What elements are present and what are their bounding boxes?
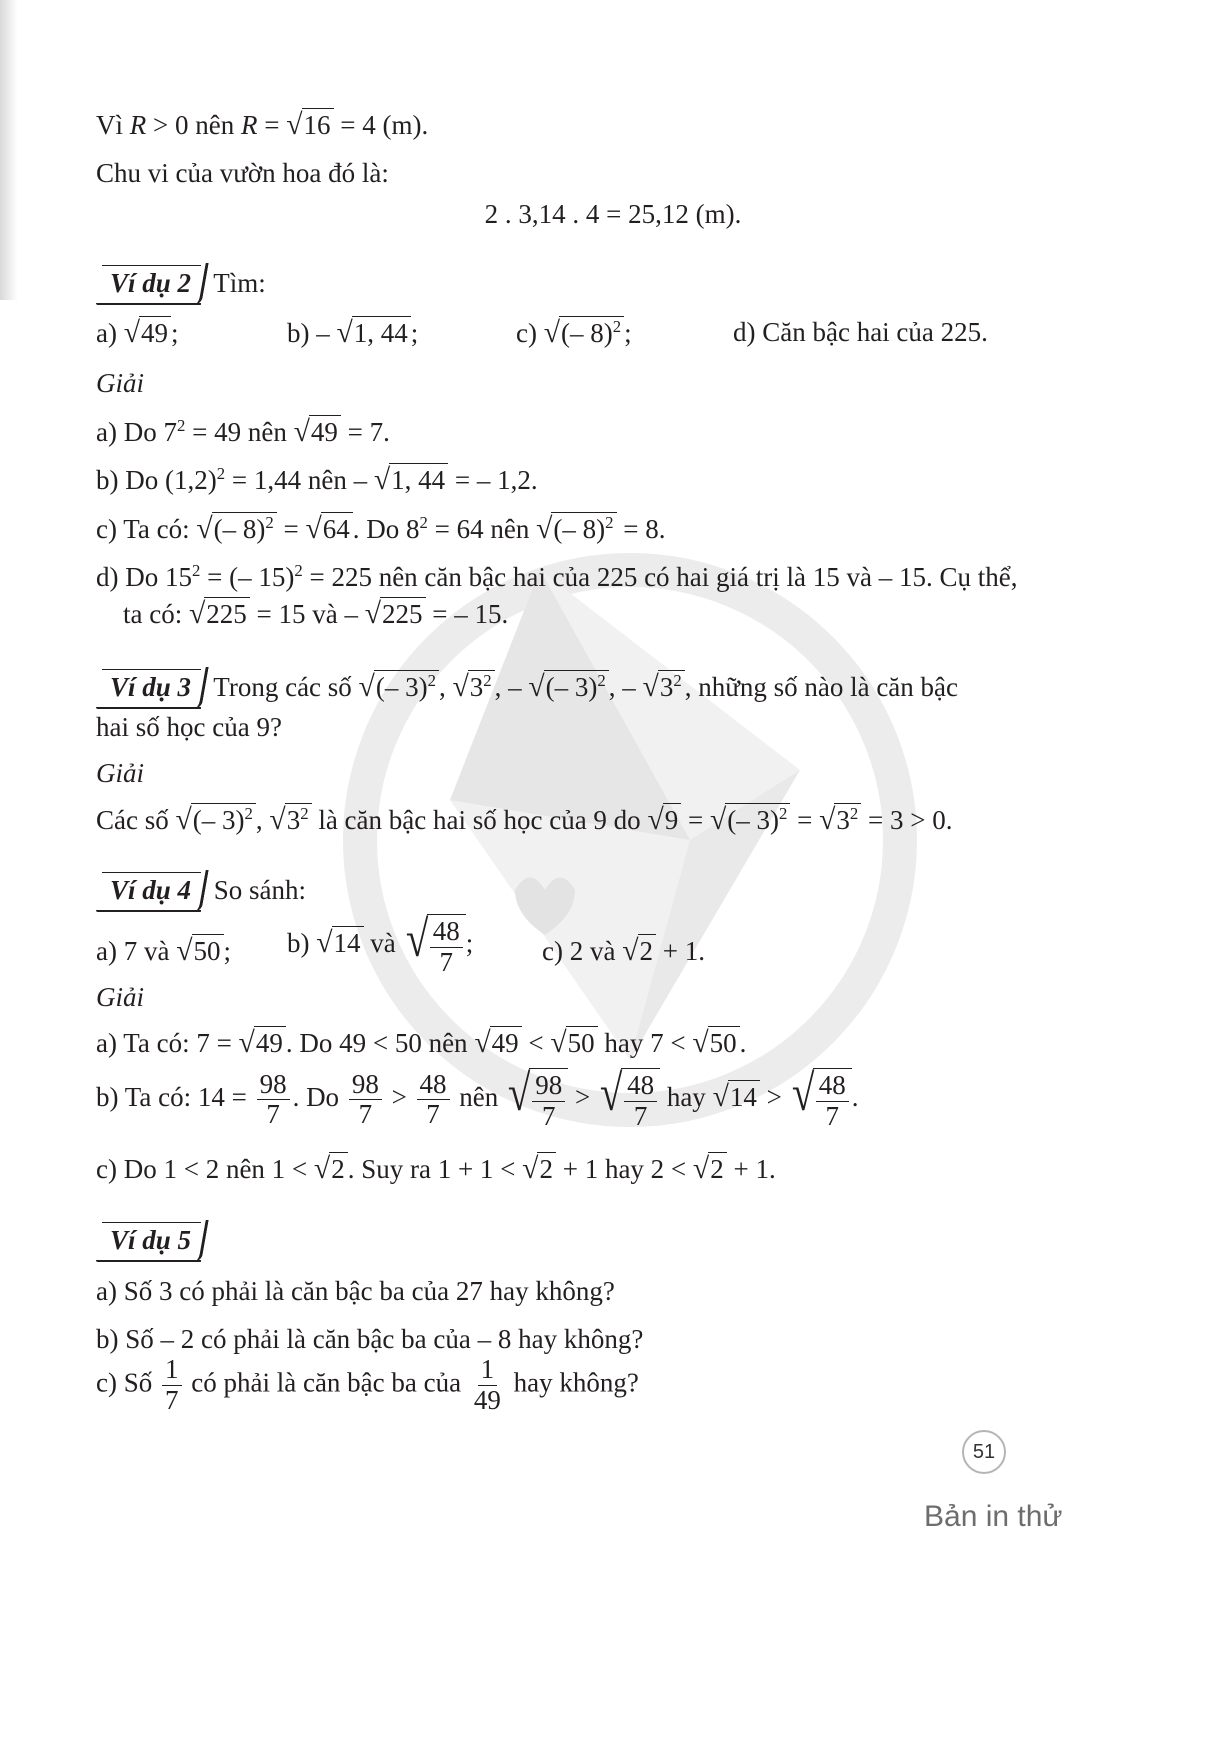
example-2-part-c: c) √(– 8)$^2$ ; <box>516 317 632 349</box>
example-2-solution-b: b) Do $(1,2)^2 = 1,44$ nên – √1, 44 = – 1,2. <box>96 464 538 496</box>
example-4-solution-c: c) Do 1 < 2 nên 1 < √2 . Suy ra 1 + 1 < √2 + 1 hay 2 < √2 + 1. <box>96 1153 776 1185</box>
example-4-solution-label: Giải <box>96 982 145 1012</box>
page-number: 51 <box>972 1441 996 1463</box>
example-2-solution-c: c) Ta có: √(– 8)$^2$ = √64 . Do $8^2 = 64$ nên √(– 8)$^2$ = 8. <box>96 513 666 545</box>
perimeter-label: Chu vi của vườn hoa đó là: <box>96 158 389 188</box>
example-4-heading: Ví dụ 4 So sánh: <box>96 874 306 906</box>
example-2-solution-a: a) Do $7^2 = 49$ nên √49 = 7. <box>96 416 390 448</box>
page-edge-shadow <box>0 0 18 300</box>
example-2-part-b: b) – √1, 44 ; <box>287 317 419 349</box>
example-4-part-a: a) 7 và √50 ; <box>96 935 232 967</box>
example-2-solution-d-line-1: d) Do $15^2$ = (– 15)$^2$ = 225 nên căn bậc hai của 225 có hai giá trị là 15 và – 15. Cụ thể, <box>96 561 1018 592</box>
example-5-heading <box>96 1224 207 1256</box>
example-2-heading: Ví dụ 2 Tìm: <box>96 267 266 299</box>
intro-line-1: Vì R > 0 nên R = √16 = 4 (m). <box>96 108 428 144</box>
example-5-label: Ví dụ 5 <box>96 1224 201 1256</box>
example-4-part-c: c) 2 và √2 + 1. <box>542 935 705 967</box>
example-3-solution-label: Giải <box>96 758 145 788</box>
example-4-label: Ví dụ 4 <box>96 874 201 906</box>
example-3-question-line-2: hai số học của 9? <box>96 712 282 742</box>
example-3-solution: Các số √(– 3)$^2$ , $√3^2$ là căn bậc hai số học của 9 do √9 = √(– $3)^2 = √3^2 = 3 > 0$. <box>96 804 953 836</box>
sqrt-16: √16 <box>286 108 333 144</box>
example-2-part-d: d) Căn bậc hai của 225. <box>733 317 988 347</box>
example-5-part-a: a) Số 3 có phải là căn bậc ba của 27 hay không? <box>96 1276 615 1306</box>
example-5-part-b: b) Số – 2 có phải là căn bậc ba của – 8 hay không? <box>96 1324 644 1354</box>
example-2-solution-d-line-2: ta có: √225 = 15 và – √225 = – 15. <box>123 598 509 630</box>
example-3-question-line-1: Ví dụ 3 Trong các số √(– 3)$^2$ , $√3^2$ , – √(– 3)$^2$ , – $√3^2$ , những số nào là căn bậc <box>96 670 958 706</box>
perimeter-calc: 2 . 3,14 . 4 = 25,12 (m). <box>484 199 742 229</box>
example-4-solution-b: b) Ta có: 14 = $\frac{98}{7}$ . Do $\frac{98}{7}$ > $\frac{48}{7}$ nên √ $\frac{98}{7}$ > √ $\frac{48}{7}$ hay √14 > √ $\frac{48}{7}$ . <box>96 1065 859 1131</box>
draft-label: Bản in thử <box>924 1500 1063 1533</box>
example-2-part-a: a) √49 ; <box>96 317 179 349</box>
example-4-part-b: b) √14 và √ $\frac{48}{7}$ ; <box>287 911 474 977</box>
example-3-label: Ví dụ 3 <box>96 671 201 703</box>
example-4-solution-a: a) Ta có: 7 = √49 . Do 49 < 50 nên √49 < √50 hay 7 < √50 . <box>96 1027 747 1059</box>
page-number-badge <box>962 1430 1006 1474</box>
example-5-part-c: c) Số $\frac{1}{7}$ có phải là căn bậc ba của $\frac{1}{49}$ hay không? <box>96 1354 639 1415</box>
example-2-solution-label: Giải <box>96 368 145 398</box>
example-2-label: Ví dụ 2 <box>96 267 201 299</box>
